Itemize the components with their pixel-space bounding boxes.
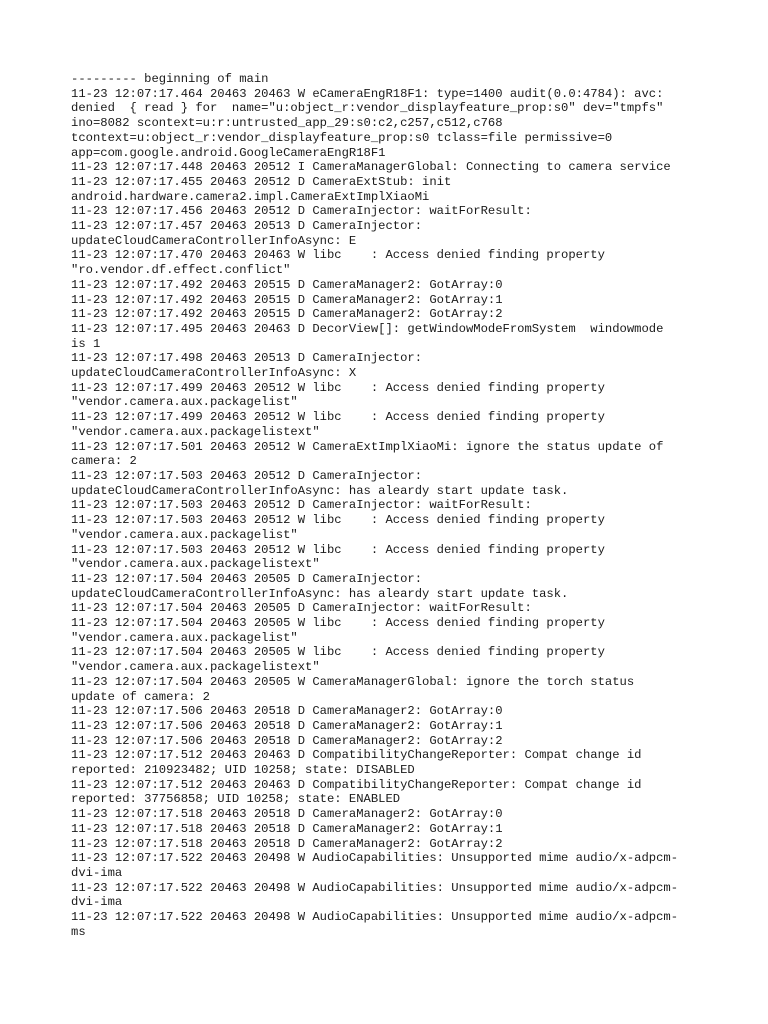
log-line: is 1 [71,336,101,351]
log-line: "ro.vendor.df.effect.conflict" [71,263,291,278]
log-line: 11-23 12:07:17.522 20463 20498 W AudioCapabilities: Unsupported mime audio/x-adpcm- [71,851,679,866]
log-line: 11-23 12:07:17.522 20463 20498 W AudioCapabilities: Unsupported mime audio/x-adpcm- [71,910,679,925]
log-line: 11-23 12:07:17.448 20463 20512 I CameraManagerGlobal: Connecting to camera service [71,160,671,175]
log-line: updateCloudCameraControllerInfoAsync: X [71,366,357,381]
log-line: 11-23 12:07:17.518 20463 20518 D CameraManager2: GotArray:2 [71,836,503,851]
log-line: 11-23 12:07:17.499 20463 20512 W libc : Access denied finding property [71,380,605,395]
log-line: 11-23 12:07:17.495 20463 20463 D DecorView[]: getWindowModeFromSystem windowmode [71,321,664,336]
log-line: 11-23 12:07:17.522 20463 20498 W AudioCapabilities: Unsupported mime audio/x-adpcm- [71,880,679,895]
log-line: "vendor.camera.aux.packagelist" [71,527,298,542]
log-line: 11-23 12:07:17.504 20463 20505 W libc : Access denied finding property [71,616,605,631]
log-line: 11-23 12:07:17.503 20463 20512 W libc : Access denied finding property [71,513,605,528]
log-line: 11-23 12:07:17.492 20463 20515 D CameraManager2: GotArray:1 [71,292,503,307]
log-line: 11-23 12:07:17.503 20463 20512 D CameraInjector: waitForResult: [71,498,532,513]
log-line: denied { read } for name="u:object_r:vendor_displayfeature_prop:s0" dev="tmpfs" [71,101,664,116]
log-line: 11-23 12:07:17.504 20463 20505 W CameraManagerGlobal: ignore the torch status [71,674,635,689]
log-line: 11-23 12:07:17.492 20463 20515 D CameraManager2: GotArray:0 [71,277,503,292]
log-line: "vendor.camera.aux.packagelistext" [71,424,320,439]
log-line: "vendor.camera.aux.packagelistext" [71,660,320,675]
log-line: 11-23 12:07:17.457 20463 20513 D CameraInjector: [71,219,423,234]
log-line: reported: 37756858; UID 10258; state: ENABLED [71,792,401,807]
log-line: ms [71,924,86,939]
log-line: 11-23 12:07:17.504 20463 20505 D CameraInjector: [71,571,423,586]
log-line: 11-23 12:07:17.506 20463 20518 D CameraManager2: GotArray:0 [71,704,503,719]
log-line: 11-23 12:07:17.512 20463 20463 D CompatibilityChangeReporter: Compat change id [71,777,642,792]
log-line: --------- beginning of main [71,72,269,86]
log-line: 11-23 12:07:17.504 20463 20505 D CameraInjector: waitForResult: [71,601,532,616]
log-line: 11-23 12:07:17.518 20463 20518 D CameraManager2: GotArray:1 [71,821,503,836]
log-line: 11-23 12:07:17.456 20463 20512 D CameraInjector: waitForResult: [71,204,532,219]
log-line: "vendor.camera.aux.packagelistext" [71,557,320,572]
log-line: updateCloudCameraControllerInfoAsync: has aleardy start update task. [71,483,569,498]
log-line: tcontext=u:object_r:vendor_displayfeature_prop:s0 tclass=file permissive=0 [71,130,613,145]
log-line: 11-23 12:07:17.504 20463 20505 W libc : Access denied finding property [71,645,605,660]
log-line: 11-23 12:07:17.470 20463 20463 W libc : Access denied finding property [71,248,605,263]
log-line: 11-23 12:07:17.492 20463 20515 D CameraManager2: GotArray:2 [71,307,503,322]
log-line: 11-23 12:07:17.512 20463 20463 D CompatibilityChangeReporter: Compat change id [71,748,642,763]
log-line: update of camera: 2 [71,689,210,704]
log-line: ino=8082 scontext=u:r:untrusted_app_29:s0:c2,c257,c512,c768 [71,116,503,131]
log-line: 11-23 12:07:17.501 20463 20512 W CameraExtImplXiaoMi: ignore the status update of [71,439,664,454]
log-line: updateCloudCameraControllerInfoAsync: E [71,233,357,248]
log-line: dvi-ima [71,895,123,910]
log-line: 11-23 12:07:17.498 20463 20513 D CameraInjector: [71,351,423,366]
log-line: android.hardware.camera2.impl.CameraExtImplXiaoMi [71,189,430,204]
log-line: 11-23 12:07:17.455 20463 20512 D CameraExtStub: init [71,174,452,189]
log-line: dvi-ima [71,865,123,880]
log-line: 11-23 12:07:17.464 20463 20463 W eCameraEngR18F1: type=1400 audit(0.0:4784): avc: [71,86,664,101]
log-line: 11-23 12:07:17.506 20463 20518 D CameraManager2: GotArray:2 [71,733,503,748]
log-line: "vendor.camera.aux.packagelist" [71,630,298,645]
log-line: 11-23 12:07:17.506 20463 20518 D CameraManager2: GotArray:1 [71,718,503,733]
log-line: 11-23 12:07:17.499 20463 20512 W libc : Access denied finding property [71,410,605,425]
log-line: app=com.google.android.GoogleCameraEngR18F1 [71,145,386,160]
log-line: updateCloudCameraControllerInfoAsync: has aleardy start update task. [71,586,569,601]
log-line: reported: 210923482; UID 10258; state: DISABLED [71,763,415,778]
log-line: 11-23 12:07:17.503 20463 20512 D CameraInjector: [71,468,423,483]
log-line: "vendor.camera.aux.packagelist" [71,395,298,410]
log-line: camera: 2 [71,454,137,469]
log-document [71,72,711,939]
log-line: 11-23 12:07:17.503 20463 20512 W libc : Access denied finding property [71,542,605,557]
log-line: 11-23 12:07:17.518 20463 20518 D CameraManager2: GotArray:0 [71,807,503,822]
